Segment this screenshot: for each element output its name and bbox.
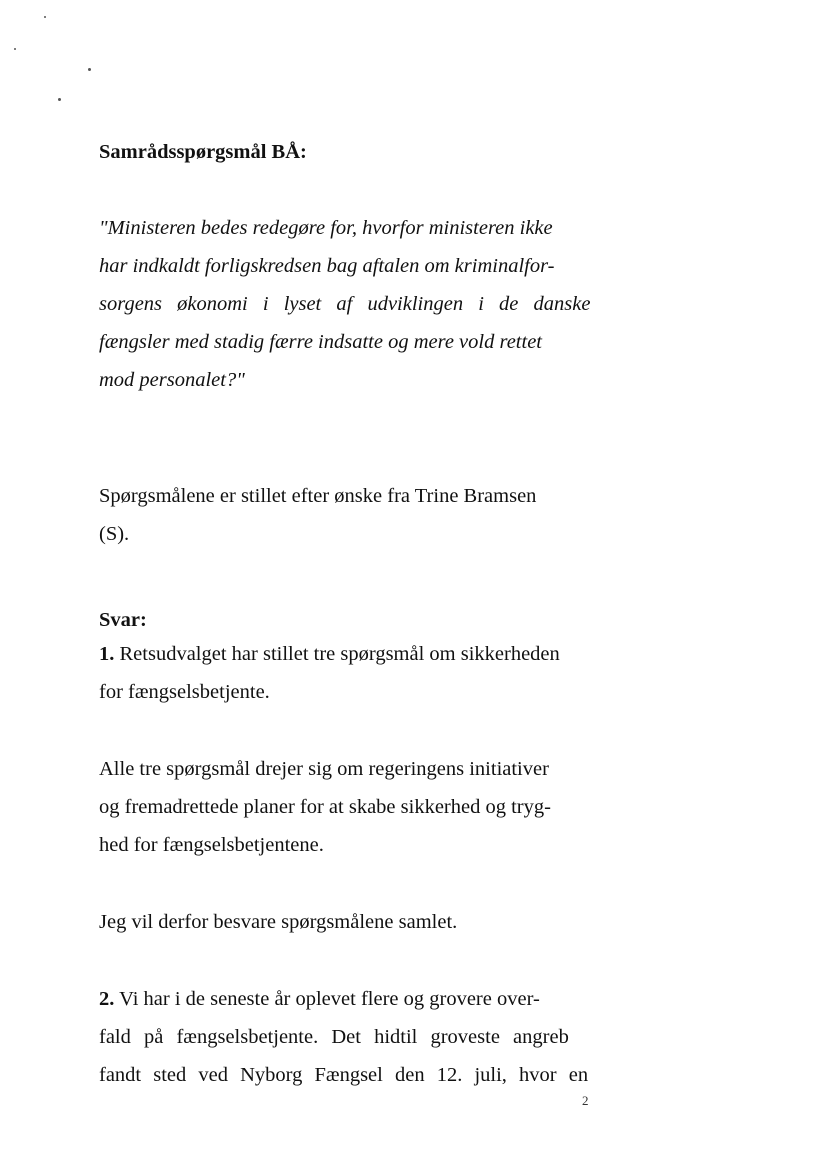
- section-1-line: [99, 635, 601, 673]
- quote-line: mod personalet?": [99, 369, 245, 391]
- section-1-text: Retsudvalget har stillet tre spørgsmål om sikkerheden: [114, 643, 560, 665]
- quote-line: sorgens økonomi i lyset af udviklingen i de danske: [99, 293, 591, 315]
- paragraph-2-line: og fremadrettede planer for at skabe sikkerhed og tryg-: [99, 796, 551, 818]
- paragraph-2: [99, 750, 601, 864]
- section-2: [99, 980, 601, 1094]
- requester-line: Spørgsmålene er stillet efter ønske fra Trine Bramsen: [99, 485, 537, 507]
- quote-line: har indkaldt forligskredsen bag aftalen om kriminalfor-: [99, 255, 555, 277]
- section-1-number: 1.: [99, 643, 115, 665]
- page-number: 2: [582, 1093, 589, 1108]
- answer-heading: Svar:: [99, 609, 147, 631]
- section-1: [99, 635, 601, 711]
- section-2-line: fandt sted ved Nyborg Fængsel den 12. juli, hvor en: [99, 1064, 589, 1086]
- quote-line: "Ministeren bedes redegøre for, hvorfor ministeren ikke: [99, 217, 553, 239]
- section-2-line: [99, 980, 601, 1018]
- question-quote: [99, 209, 601, 399]
- requester-paragraph: [99, 477, 601, 553]
- requester-line: (S).: [99, 523, 130, 545]
- quote-line: fængsler med stadig færre indsatte og mere vold rettet: [99, 331, 542, 353]
- section-1-line: for fængselsbetjente.: [99, 681, 270, 703]
- scan-speck: [44, 16, 46, 18]
- section-2-number: 2.: [99, 988, 115, 1010]
- paragraph-2-line: Alle tre spørgsmål drejer sig om regeringens initiativer: [99, 758, 549, 780]
- scan-speck: [88, 68, 91, 71]
- section-2-text: Vi har i de seneste år oplevet flere og grovere over-: [114, 988, 540, 1010]
- question-heading: Samrådsspørgsmål BÅ:: [99, 141, 307, 163]
- paragraph-2-line: hed for fængselsbetjentene.: [99, 834, 324, 856]
- scan-speck: [58, 98, 61, 101]
- paragraph-3-line: Jeg vil derfor besvare spørgsmålene samlet.: [99, 911, 458, 933]
- paragraph-3: [99, 903, 601, 941]
- section-2-line: fald på fængselsbetjente. Det hidtil groveste angreb: [99, 1026, 569, 1048]
- scan-speck: [14, 48, 16, 50]
